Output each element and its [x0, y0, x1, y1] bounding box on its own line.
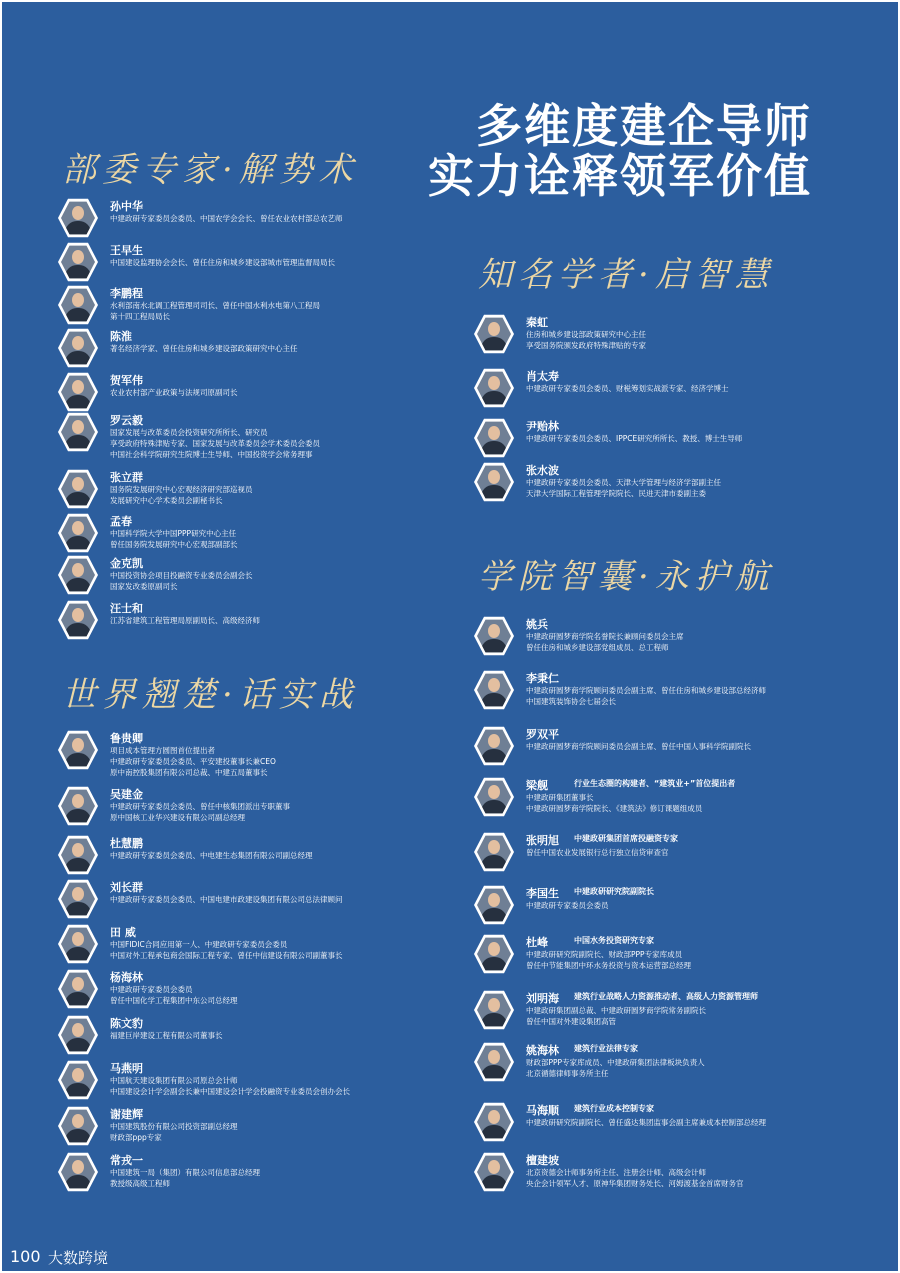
avatar	[58, 412, 98, 452]
avatar	[474, 1102, 514, 1142]
avatar-photo	[61, 882, 95, 916]
avatar-photo	[61, 288, 95, 322]
description-line: 中国建筑一局（集团）有限公司信息部总经理	[110, 1168, 260, 1177]
description-line: 北京循德律师事务所主任	[526, 1069, 609, 1078]
avatar-head	[72, 380, 84, 394]
description-line: 中国投资协会项目投融资专业委员会副会长	[110, 571, 253, 580]
avatar-body	[481, 908, 507, 924]
avatar-body	[65, 858, 91, 874]
description-line: 中国科学院大学中国PPP研究中心主任	[110, 529, 237, 538]
avatar-body	[481, 800, 507, 816]
description-line: 项目成本管理方圆图首位提出者	[110, 746, 215, 755]
description-line: 教授级高级工程师	[110, 1179, 170, 1188]
description-line: 中国社会科学院研究生院博士生导师、中国投资学会常务理事	[110, 450, 313, 459]
avatar-head	[488, 942, 500, 956]
avatar	[474, 418, 514, 458]
person-description	[526, 383, 729, 394]
avatar	[58, 198, 98, 238]
avatar	[58, 1106, 98, 1146]
person-description	[526, 685, 766, 707]
person-description	[110, 984, 238, 1006]
avatar-body	[65, 1129, 91, 1145]
description-line: 中建政研专家委员会委员、中国农学会会长、曾任农业农村部总农艺师	[110, 214, 343, 223]
avatar-photo	[477, 317, 511, 351]
person-name: 张立群	[110, 471, 143, 484]
description-line: 著名经济学家、曾任住房和城乡建设部政策研究中心主任	[110, 344, 298, 353]
avatar-head	[488, 1160, 500, 1174]
avatar-photo	[477, 937, 511, 971]
avatar	[474, 616, 514, 656]
avatar-head	[488, 734, 500, 748]
avatar-photo	[477, 673, 511, 707]
person-name: 汪士和	[110, 602, 143, 615]
person-name: 田 威	[110, 926, 136, 939]
avatar-photo	[477, 371, 511, 405]
person-name: 马燕明	[110, 1062, 143, 1075]
person-name: 刘明海	[526, 992, 559, 1005]
person-description	[110, 615, 260, 626]
person-name: 孙中华	[110, 200, 143, 213]
avatar-head	[72, 738, 84, 752]
section-title-renowned-scholars: 知名学者·启智慧	[478, 255, 775, 295]
avatar-body	[481, 1125, 507, 1141]
avatar-head	[72, 977, 84, 991]
avatar	[474, 462, 514, 502]
description-line: 财政部PPP专家库成员、中建政研集团法律板块负责人	[526, 1058, 705, 1067]
person-name: 杨海林	[110, 971, 143, 984]
avatar-body	[65, 492, 91, 508]
description-line: 中国建设监理协会会长、曾任住房和城乡建设部城市管理监督局局长	[110, 258, 335, 267]
person-tagline: 中建政研集团首席投融资专家	[574, 834, 678, 843]
avatar-body	[65, 753, 91, 769]
avatar-body	[481, 749, 507, 765]
person-description	[110, 1167, 260, 1189]
description-line: 福建巨岸建设工程有限公司董事长	[110, 1031, 223, 1040]
person-name: 吴建金	[110, 788, 143, 801]
person-name: 罗云毅	[110, 414, 143, 427]
avatar-head	[488, 840, 500, 854]
description-line: 享受政府特殊津贴专家、国家发展与改革委员会学术委员会委员	[110, 439, 320, 448]
avatar-body	[65, 265, 91, 281]
avatar	[474, 726, 514, 766]
person-name: 金克凯	[110, 557, 143, 570]
person-description	[526, 792, 702, 814]
avatar-head	[72, 206, 84, 220]
person-description	[110, 801, 290, 823]
avatar-head	[72, 563, 84, 577]
avatar-head	[72, 250, 84, 264]
person-description	[110, 939, 343, 961]
person-name: 姚海林	[526, 1044, 559, 1057]
avatar-head	[72, 293, 84, 307]
avatar-head	[72, 1114, 84, 1128]
person-tagline: 建筑行业战略人力资源推动者、高级人力资源管理师	[574, 992, 758, 1001]
description-line: 曾任住房和城乡建设部党组成员、总工程师	[526, 643, 669, 652]
avatar-photo	[61, 1155, 95, 1189]
avatar	[58, 1152, 98, 1192]
headline-line-2: 实力诠释领军价值	[428, 149, 812, 203]
person-description	[526, 949, 691, 971]
avatar	[58, 835, 98, 875]
person-description	[110, 528, 238, 550]
avatar-body	[65, 902, 91, 918]
avatar	[58, 600, 98, 640]
person-description	[110, 213, 343, 224]
description-line: 江苏省建筑工程管理局原副局长、高级经济师	[110, 616, 260, 625]
avatar-body	[481, 639, 507, 655]
avatar	[58, 879, 98, 919]
description-line: 国家发改委原副司长	[110, 582, 178, 591]
avatar-photo	[477, 1105, 511, 1139]
person-name: 肖太寿	[526, 370, 559, 383]
avatar-head	[72, 887, 84, 901]
avatar-body	[65, 947, 91, 963]
avatar-body	[65, 536, 91, 552]
person-description	[526, 1057, 705, 1079]
avatar-photo	[61, 603, 95, 637]
avatar-head	[488, 322, 500, 336]
description-line: 农业农村部产业政策与法规司原副司长	[110, 388, 238, 397]
avatar	[58, 786, 98, 826]
avatar	[474, 934, 514, 974]
person-name: 张水波	[526, 464, 559, 477]
person-description	[110, 570, 253, 592]
description-line: 中建政研集团副总裁、中建政研圆梦商学院常务副院长	[526, 1006, 706, 1015]
poster	[2, 2, 898, 1271]
avatar-body	[65, 351, 91, 367]
description-line: 中建政研研究院副院长、曾任盛达集团监事会副主席兼成本控制部总经理	[526, 1118, 766, 1127]
person-name: 梁舰	[526, 779, 548, 792]
avatar-photo	[477, 780, 511, 814]
avatar-head	[488, 893, 500, 907]
section-title-academy-advisors: 学院智囊·永护航	[478, 557, 775, 597]
avatar-photo	[61, 245, 95, 279]
description-line: 原中南控股集团有限公司总裁、中建五局董事长	[110, 768, 268, 777]
person-description	[526, 1005, 706, 1027]
person-name: 马海顺	[526, 1104, 559, 1117]
person-name: 王早生	[110, 244, 143, 257]
avatar-body	[481, 337, 507, 353]
avatar-head	[488, 678, 500, 692]
person-description	[526, 433, 742, 444]
brand-logo	[10, 1246, 46, 1266]
person-name: 李鹏程	[110, 287, 143, 300]
description-line: 中建政研圆梦商学院顾问委员会副主席、曾任中国人事科学院副院长	[526, 742, 751, 751]
description-line: 中国建设会计学会副会长兼中国建设会计学会投融资专业委员会创办会长	[110, 1087, 350, 1096]
description-line: 北京资德会计师事务所主任、注册会计师、高级会计师	[526, 1168, 706, 1177]
headline-line-1: 多维度建企导师	[476, 99, 812, 153]
section-title-industry-leaders: 世界翘楚·话实战	[62, 675, 359, 715]
section-title-ministry-experts: 部委专家·解势术	[62, 150, 359, 190]
avatar-photo	[477, 888, 511, 922]
avatar-head	[72, 794, 84, 808]
person-description	[526, 329, 646, 351]
avatar	[474, 885, 514, 925]
description-line: 央企会计领军人才、原神华集团财务处长、河姆渡基金首席财务官	[526, 1179, 744, 1188]
description-line: 中建政研专家委员会委员、财税筹划实战派专家、经济学博士	[526, 384, 729, 393]
avatar-head	[488, 470, 500, 484]
description-line: 中建政研研究院副院长、财政部PPP专家库成员	[526, 950, 683, 959]
avatar-body	[65, 435, 91, 451]
description-line: 中建政研圆梦商学院顾问委员会副主席、曾任住房和城乡建设部总经济师	[526, 686, 766, 695]
description-line: 中建政研专家委员会委员、天津大学管理与经济学部副主任	[526, 478, 721, 487]
person-description	[526, 900, 609, 911]
avatar-photo	[61, 1109, 95, 1143]
description-line: 曾任国务院发展研究中心宏观部副部长	[110, 540, 238, 549]
avatar-head	[72, 336, 84, 350]
avatar-body	[65, 308, 91, 324]
description-line: 中建政研专家委员会委员、曾任中核集团派出专职董事	[110, 802, 290, 811]
avatar-head	[488, 624, 500, 638]
avatar-photo	[61, 516, 95, 550]
person-name: 罗双平	[526, 728, 559, 741]
person-description	[526, 1167, 744, 1189]
person-description	[110, 894, 343, 905]
avatar-photo	[477, 993, 511, 1027]
avatar-head	[72, 420, 84, 434]
avatar-body	[481, 485, 507, 501]
avatar	[474, 1152, 514, 1192]
description-line: 中建政研专家委员会委员、中电建生态集团有限公司副总经理	[110, 851, 313, 860]
avatar-head	[488, 1110, 500, 1124]
description-line: 享受国务院颁发政府特殊津贴的专家	[526, 341, 646, 350]
avatar	[58, 372, 98, 412]
person-description	[110, 343, 298, 354]
avatar-head	[72, 843, 84, 857]
avatar-photo	[61, 927, 95, 961]
avatar-body	[481, 391, 507, 407]
person-description	[110, 387, 238, 398]
person-description	[110, 257, 335, 268]
avatar-head	[72, 1023, 84, 1037]
person-description	[110, 484, 253, 506]
avatar	[474, 670, 514, 710]
description-line: 中国FIDIC合同应用第一人、中建政研专家委员会委员	[110, 940, 288, 949]
person-tagline: 建筑行业成本控制专家	[574, 1104, 654, 1113]
person-name: 杜峰	[526, 936, 548, 949]
description-line: 中建政研集团董事长	[526, 793, 594, 802]
description-line: 中建政研专家委员会委员	[526, 901, 609, 910]
avatar-photo	[61, 789, 95, 823]
person-name: 李秉仁	[526, 672, 559, 685]
person-name: 鲁贵卿	[110, 732, 143, 745]
avatar-head	[488, 1050, 500, 1064]
person-name: 杜慧鹏	[110, 837, 143, 850]
person-name: 张明旭	[526, 834, 559, 847]
description-line: 中建政研专家委员会委员、平安建投董事长兼CEO	[110, 757, 276, 766]
description-line: 中国航天建设集团有限公司原总会计师	[110, 1076, 238, 1085]
avatar-body	[481, 441, 507, 457]
description-line: 中建政研圆梦商学院名誉院长兼顾问委员会主席	[526, 632, 684, 641]
avatar-photo	[61, 558, 95, 592]
description-line: 曾任中国化学工程集团中东公司总经理	[110, 996, 238, 1005]
avatar-photo	[61, 1018, 95, 1052]
description-line: 天津大学国际工程管理学院院长、民进天津市委副主委	[526, 489, 706, 498]
avatar-body	[481, 957, 507, 973]
person-tagline: 中国水务投资研究专家	[574, 936, 654, 945]
avatar	[474, 832, 514, 872]
avatar-photo	[61, 201, 95, 235]
avatar-head	[72, 1160, 84, 1174]
avatar	[58, 285, 98, 325]
avatar	[474, 777, 514, 817]
description-line: 中国建筑股份有限公司投资部副总经理	[110, 1122, 238, 1131]
avatar-photo	[61, 1063, 95, 1097]
description-line: 国家发展与改革委员会投资研究所所长、研究员	[110, 428, 268, 437]
description-line: 中国对外工程承包商会国际工程专家、曾任中信建设有限公司副董事长	[110, 951, 343, 960]
person-name: 贺军伟	[110, 374, 143, 387]
avatar	[58, 924, 98, 964]
description-line: 原中国核工业华兴建设有限公司副总经理	[110, 813, 245, 822]
avatar-photo	[477, 619, 511, 653]
avatar-body	[65, 1175, 91, 1191]
person-description	[526, 631, 684, 653]
person-description	[110, 427, 320, 460]
person-name: 姚兵	[526, 618, 548, 631]
avatar-body	[65, 1038, 91, 1054]
person-tagline: 建筑行业法律专家	[574, 1044, 638, 1053]
avatar-head	[488, 426, 500, 440]
description-line: 曾任中节能集团中环水务投资与资本运营部总经理	[526, 961, 691, 970]
description-line: 中建政研专家委员会委员	[110, 985, 193, 994]
avatar-body	[65, 992, 91, 1008]
description-line: 中国建筑装饰协会七届会长	[526, 697, 616, 706]
avatar-body	[65, 395, 91, 411]
avatar-body	[65, 221, 91, 237]
person-description	[526, 847, 669, 858]
person-description	[110, 1121, 238, 1143]
svg-text:100: 100	[10, 1247, 41, 1266]
avatar-head	[488, 785, 500, 799]
person-description	[526, 1117, 766, 1128]
description-line: 财政部ppp专家	[110, 1133, 162, 1142]
avatar-body	[481, 1013, 507, 1029]
avatar-photo	[477, 1155, 511, 1189]
avatar-photo	[61, 472, 95, 506]
description-line: 曾任中国对外建设集团高管	[526, 1017, 616, 1026]
person-description	[110, 300, 320, 322]
avatar-photo	[477, 421, 511, 455]
avatar-photo	[477, 835, 511, 869]
avatar-body	[65, 1083, 91, 1099]
avatar-body	[65, 623, 91, 639]
avatar	[474, 990, 514, 1030]
avatar	[58, 242, 98, 282]
person-name: 檀建坡	[526, 1154, 559, 1167]
person-name: 谢建辉	[110, 1108, 143, 1121]
avatar-head	[72, 608, 84, 622]
avatar	[58, 513, 98, 553]
avatar-head	[72, 477, 84, 491]
person-name: 孟春	[110, 515, 132, 528]
description-line: 中建政研专家委员会委员、中国电建市政建设集团有限公司总法律顾问	[110, 895, 343, 904]
brand-name: 大数跨境	[48, 1249, 109, 1267]
person-description	[526, 477, 721, 499]
avatar-head	[488, 376, 500, 390]
person-name: 陈文豹	[110, 1017, 143, 1030]
avatar-body	[481, 855, 507, 871]
avatar-body	[481, 693, 507, 709]
avatar	[474, 1042, 514, 1082]
description-line: 中建政研圆梦商学院院长、《建筑法》修订课题组成员	[526, 804, 703, 813]
description-line: 中建政研专家委员会委员、IPPCE研究所所长、教授、博士生导师	[526, 434, 743, 443]
avatar	[58, 730, 98, 770]
avatar-photo	[61, 375, 95, 409]
person-name: 陈淮	[110, 330, 132, 343]
avatar	[58, 1015, 98, 1055]
avatar	[58, 1060, 98, 1100]
person-tagline: 中建政研研究院副院长	[574, 887, 654, 896]
person-description	[526, 741, 751, 752]
description-line: 国务院发展研究中心宏观经济研究部巡视员	[110, 485, 253, 494]
avatar	[474, 368, 514, 408]
avatar	[58, 555, 98, 595]
description-line: 发展研究中心学术委员会副秘书长	[110, 496, 223, 505]
avatar-photo	[477, 729, 511, 763]
description-line: 第十四工程局局长	[110, 312, 170, 321]
avatar-photo	[61, 331, 95, 365]
avatar	[58, 328, 98, 368]
description-line: 住房和城乡建设部政策研究中心主任	[526, 330, 646, 339]
person-name: 尹贻林	[526, 420, 559, 433]
avatar	[474, 314, 514, 354]
avatar-photo	[61, 733, 95, 767]
avatar-photo	[61, 838, 95, 872]
description-line: 曾任中国农业发展银行总行独立信贷审查官	[526, 848, 669, 857]
person-name: 李国生	[526, 887, 559, 900]
avatar-photo	[61, 972, 95, 1006]
avatar-body	[65, 809, 91, 825]
person-description	[110, 745, 276, 778]
avatar-photo	[477, 465, 511, 499]
avatar-body	[65, 578, 91, 594]
avatar-head	[488, 998, 500, 1012]
person-tagline: 行业生态圈的构建者、“建筑业+”首位提出者	[574, 779, 736, 788]
avatar-head	[72, 521, 84, 535]
avatar-body	[481, 1175, 507, 1191]
avatar-photo	[477, 1045, 511, 1079]
description-line: 水利部南水北调工程管理司司长、曾任中国水利水电第八工程局	[110, 301, 320, 310]
person-name: 刘长群	[110, 881, 143, 894]
avatar-photo	[61, 415, 95, 449]
person-description	[110, 1030, 223, 1041]
person-name: 秦虹	[526, 316, 548, 329]
avatar	[58, 469, 98, 509]
person-description	[110, 1075, 350, 1097]
avatar-head	[72, 932, 84, 946]
avatar-body	[481, 1065, 507, 1081]
person-name: 常戎一	[110, 1154, 143, 1167]
person-description	[110, 850, 313, 861]
avatar	[58, 969, 98, 1009]
avatar-head	[72, 1068, 84, 1082]
